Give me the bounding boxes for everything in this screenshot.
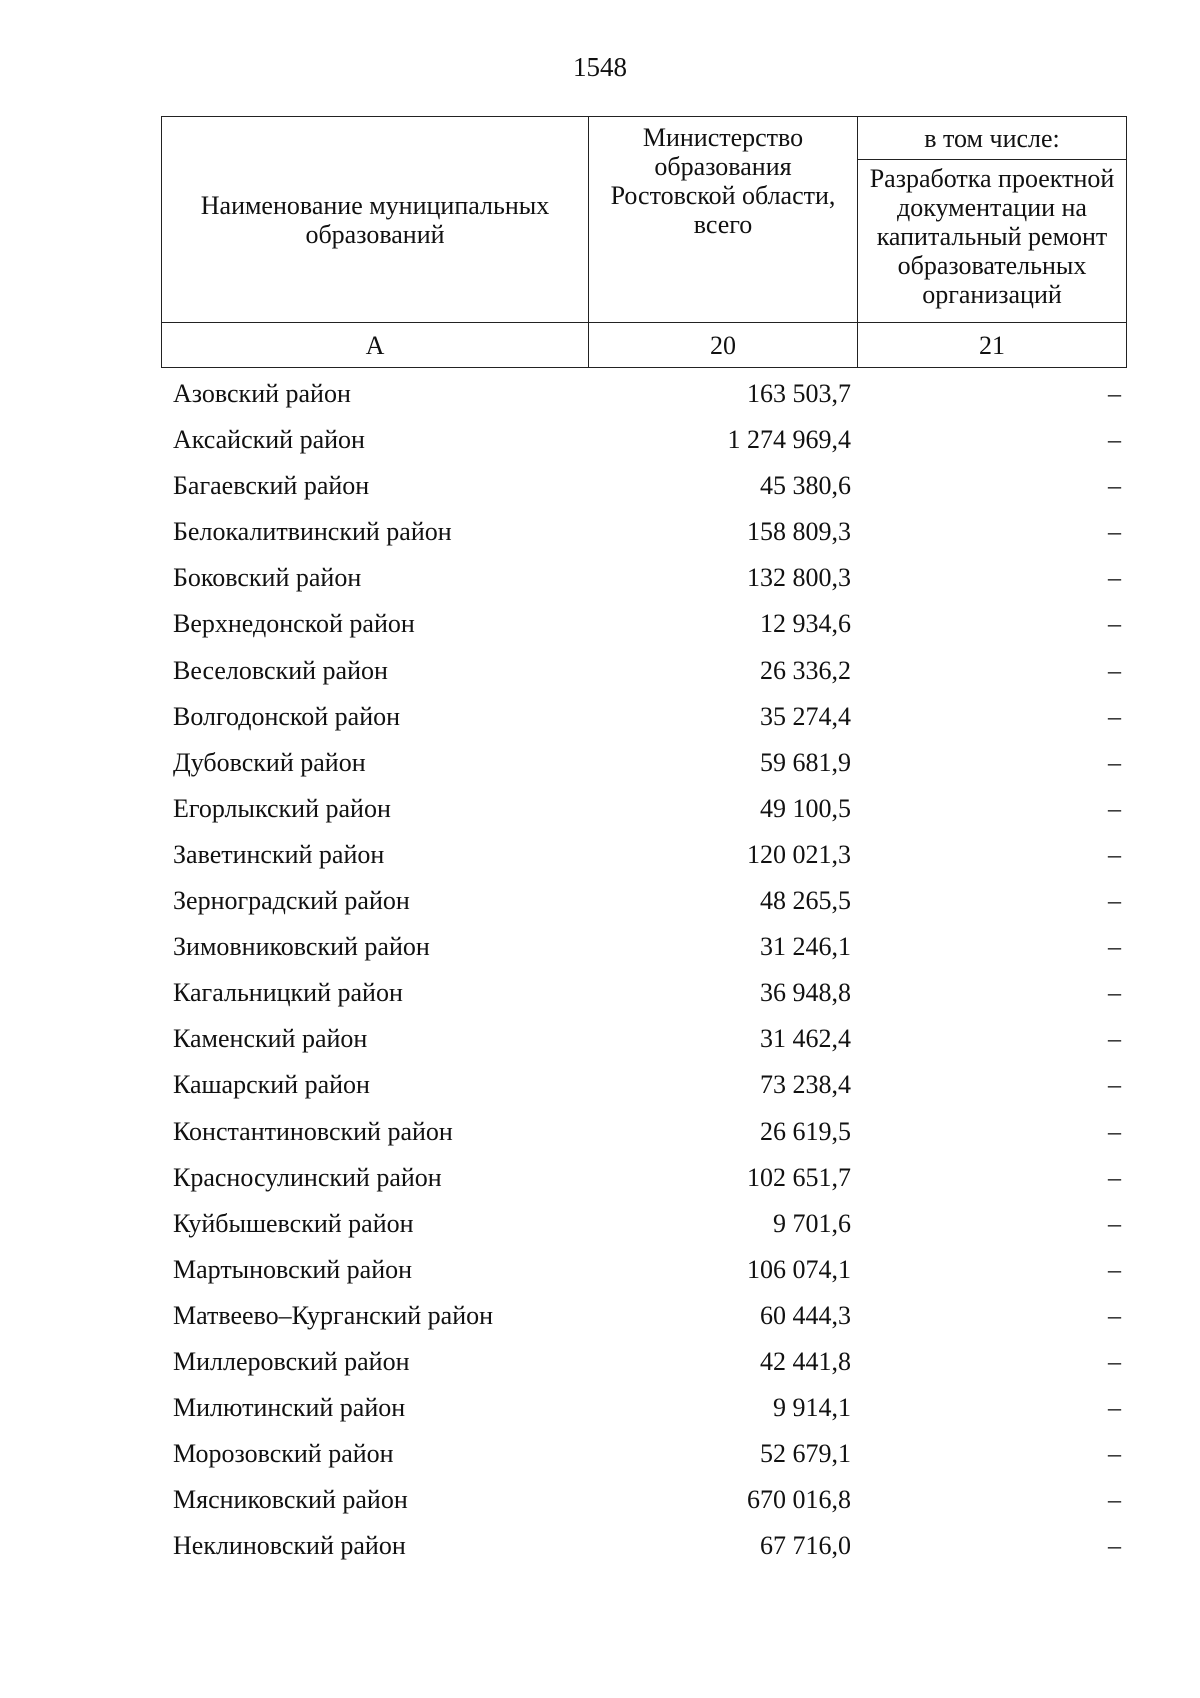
design-documentation-value: – [1108, 655, 1121, 685]
municipality-name: Боковский район [173, 563, 362, 593]
ministry-total-value: 35 274,4 [760, 701, 851, 731]
table-row [161, 1016, 1133, 1062]
design-documentation-value: – [1108, 471, 1121, 501]
design-documentation-value: – [1108, 978, 1121, 1008]
design-documentation-value: – [1108, 886, 1121, 916]
municipality-name: Заветинский район [173, 839, 385, 869]
municipality-name: Мясниковский район [173, 1485, 408, 1515]
table-row [161, 463, 1133, 509]
header-including: в том числе: [858, 117, 1127, 160]
design-documentation-value: – [1108, 425, 1121, 455]
ministry-total-value: 158 809,3 [747, 517, 851, 547]
header-design-documentation: Разработка проектной документации на капитальный ремонт образовательных организаций [858, 160, 1127, 323]
ministry-total-value: 36 948,8 [760, 978, 851, 1008]
design-documentation-value: – [1108, 1439, 1121, 1469]
design-documentation-value: – [1108, 701, 1121, 731]
municipality-name: Кашарский район [173, 1070, 370, 1100]
table-row [161, 924, 1133, 970]
table-body [161, 371, 1133, 1569]
ministry-total-value: 1 274 969,4 [727, 425, 851, 455]
table-row [161, 878, 1133, 924]
table-row [161, 601, 1133, 647]
design-documentation-value: – [1108, 1254, 1121, 1284]
design-documentation-value: – [1108, 1024, 1121, 1054]
municipality-name: Веселовский район [173, 655, 388, 685]
municipality-name: Матвеево–Курганский район [173, 1300, 494, 1330]
municipality-name: Кагальницкий район [173, 978, 403, 1008]
table-row [161, 786, 1133, 832]
ministry-total-value: 48 265,5 [760, 886, 851, 916]
design-documentation-value: – [1108, 1116, 1121, 1146]
design-documentation-value: – [1108, 1393, 1121, 1423]
table-row [161, 1247, 1133, 1293]
ministry-total-value: 9 701,6 [773, 1208, 851, 1238]
municipality-name: Багаевский район [173, 471, 370, 501]
ministry-total-value: 26 336,2 [760, 655, 851, 685]
municipality-name: Красносулинский район [173, 1162, 442, 1192]
municipality-name: Константиновский район [173, 1116, 453, 1146]
municipality-name: Аксайский район [173, 425, 365, 455]
ministry-total-value: 52 679,1 [760, 1439, 851, 1469]
table-row [161, 371, 1133, 417]
table-row [161, 1523, 1133, 1569]
ministry-total-value: 45 380,6 [760, 471, 851, 501]
header-municipality-name: Наименование муниципальных образований [162, 117, 589, 323]
table-header [161, 116, 1127, 368]
design-documentation-value: – [1108, 1070, 1121, 1100]
municipality-name: Дубовский район [173, 747, 366, 777]
municipality-name: Зимовниковский район [173, 932, 430, 962]
design-documentation-value: – [1108, 1208, 1121, 1238]
ministry-total-value: 60 444,3 [760, 1300, 851, 1330]
header-ministry-total: Министерство образования Ростовской области, всего [589, 117, 858, 323]
table-row [161, 1385, 1133, 1431]
municipality-name: Зерноградский район [173, 886, 410, 916]
ministry-total-value: 31 246,1 [760, 932, 851, 962]
design-documentation-value: – [1108, 1485, 1121, 1515]
table-row [161, 417, 1133, 463]
ministry-total-value: 670 016,8 [747, 1485, 851, 1515]
design-documentation-value: – [1108, 793, 1121, 823]
table-row [161, 648, 1133, 694]
ministry-total-value: 102 651,7 [747, 1162, 851, 1192]
ministry-total-value: 9 914,1 [773, 1393, 851, 1423]
table-row [161, 1155, 1133, 1201]
ministry-total-value: 120 021,3 [747, 839, 851, 869]
design-documentation-value: – [1108, 563, 1121, 593]
table-row [161, 1477, 1133, 1523]
municipality-name: Неклиновский район [173, 1531, 406, 1561]
ministry-total-value: 49 100,5 [760, 793, 851, 823]
design-documentation-value: – [1108, 1346, 1121, 1376]
design-documentation-value: – [1108, 517, 1121, 547]
table-row [161, 1293, 1133, 1339]
table-row [161, 832, 1133, 878]
ministry-total-value: 12 934,6 [760, 609, 851, 639]
ministry-total-value: 106 074,1 [747, 1254, 851, 1284]
table-row [161, 740, 1133, 786]
municipality-name: Волгодонской район [173, 701, 401, 731]
municipality-name: Каменский район [173, 1024, 368, 1054]
ministry-total-value: 163 503,7 [747, 379, 851, 408]
table-row [161, 1201, 1133, 1247]
municipality-name: Куйбышевский район [173, 1208, 414, 1238]
page-number: 1548 [573, 52, 627, 82]
design-documentation-value: – [1108, 379, 1121, 408]
design-documentation-value: – [1108, 1162, 1121, 1192]
table-row [161, 509, 1133, 555]
municipality-name: Азовский район [173, 379, 351, 408]
ministry-total-value: 31 462,4 [760, 1024, 851, 1054]
ministry-total-value: 132 800,3 [747, 563, 851, 593]
ministry-total-value: 73 238,4 [760, 1070, 851, 1100]
municipality-name: Мартыновский район [173, 1254, 413, 1284]
table-row [161, 694, 1133, 740]
table-row [161, 1062, 1133, 1108]
table-row [161, 970, 1133, 1016]
municipality-name: Белокалитвинский район [173, 517, 452, 547]
municipality-name: Егорлыкский район [173, 793, 391, 823]
table-row [161, 1431, 1133, 1477]
ministry-total-value: 67 716,0 [760, 1531, 851, 1561]
municipality-name: Верхнедонской район [173, 609, 415, 639]
municipality-name: Милютинский район [173, 1393, 406, 1423]
design-documentation-value: – [1108, 932, 1121, 962]
municipality-name: Морозовский район [173, 1439, 394, 1469]
design-documentation-value: – [1108, 1531, 1121, 1561]
table-row [161, 1109, 1133, 1155]
table-row [161, 555, 1133, 601]
column-number-21: 21 [858, 323, 1127, 368]
design-documentation-value: – [1108, 839, 1121, 869]
design-documentation-value: – [1108, 747, 1121, 777]
municipality-name: Миллеровский район [173, 1346, 410, 1376]
ministry-total-value: 42 441,8 [760, 1346, 851, 1376]
column-number-a: А [162, 323, 589, 368]
column-number-20: 20 [589, 323, 858, 368]
ministry-total-value: 59 681,9 [760, 747, 851, 777]
ministry-total-value: 26 619,5 [760, 1116, 851, 1146]
design-documentation-value: – [1108, 609, 1121, 639]
design-documentation-value: – [1108, 1300, 1121, 1330]
table-row [161, 1339, 1133, 1385]
